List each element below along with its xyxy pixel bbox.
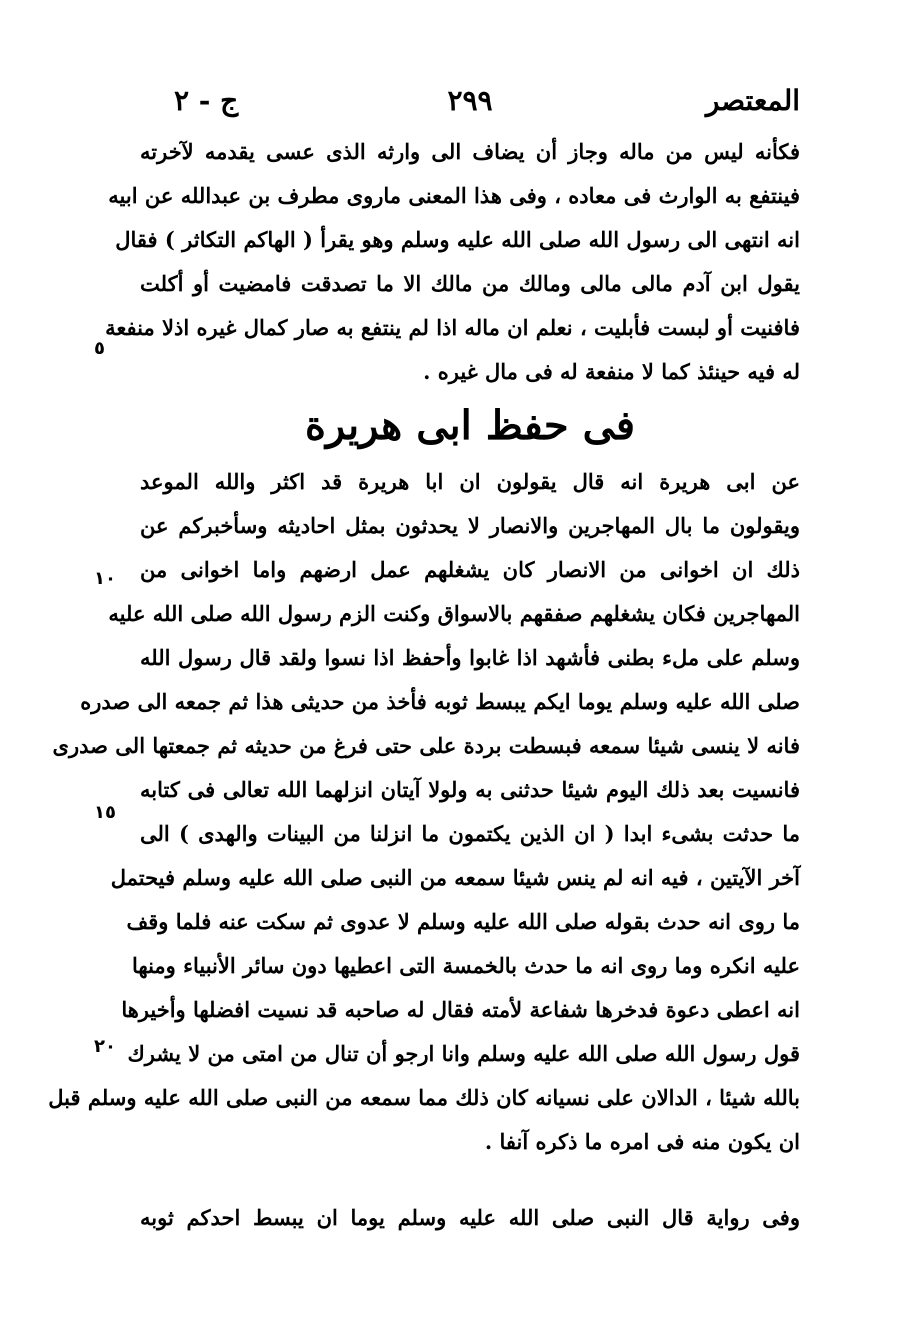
text-line: فافنيت أو لبست فأبليت ، نعلم ان ماله اذا لم ينتفع به صار كمال غيره اذلا منفعة (105, 315, 800, 340)
text-line: عليه انكره وما روى انه ما حدث بالخمسة التى اعطيها دون سائر الأنبياء ومنها (131, 953, 800, 978)
text-line: عن ابى هريرة انه قال يقولون ان ابا هريرة قد اكثر والله الموعد (140, 469, 800, 494)
text-line: فينتفع به الوارث فى معاده ، وفى هذا المعنى ماروى مطرف بن عبدالله عن ابيه (108, 183, 800, 208)
text-line: آخر الآيتين ، فيه انه لم ينس شيئا سمعه من النبى صلى الله عليه وسلم فيحتمل (110, 865, 800, 890)
text-line: ما روى انه حدث بقوله صلى الله عليه وسلم لا عدوى ثم سكت عنه فلما وقف (126, 909, 800, 934)
running-title: المعتصر (705, 84, 800, 117)
page-header (140, 84, 800, 124)
text-line: ما حدثت بشىء ابدا ( ان الذين يكتمون ما انزلنا من البينات والهدى ) الى (140, 821, 800, 846)
line-marker-5: ٥ (94, 338, 105, 359)
text-line: ذلك ان اخوانى من الانصار كان يشغلهم عمل ارضهم واما اخوانى من (140, 557, 800, 582)
text-line: وسلم على ملء بطنى فأشهد اذا غابوا وأحفظ اذا نسوا ولقد قال رسول الله (140, 645, 800, 670)
text-line: انه اعطى دعوة فدخرها شفاعة لأمته فقال له صاحبه قد نسيت افضلها وأخيرها (121, 997, 800, 1022)
text-line: فانه لا ينسى شيئا سمعه فبسطت بردة على حتى فرغ من حديثه ثم جمعتها الى صدرى (52, 733, 800, 758)
line-marker-10: ١٠ (94, 568, 116, 589)
text-line: وفى رواية قال النبى صلى الله عليه وسلم يوما ان يبسط احدكم ثوبه (140, 1205, 800, 1230)
text-line: يقول ابن آدم مالى مالى ومالك من مالك الا ما تصدقت فامضيت أو أكلت (140, 271, 800, 296)
text-line: فانسيت بعد ذلك اليوم شيئا حدثنى به ولولا آيتان انزلهما الله تعالى فى كتابه (140, 777, 800, 802)
text-line: قول رسول الله صلى الله عليه وسلم وانا ارجو أن تنال من امتى من لا يشرك (127, 1041, 800, 1066)
text-line: ان يكون منه فى امره ما ذكره آنفا . (484, 1129, 800, 1154)
text-line: بالله شيئا ، الدالان على نسيانه كان ذلك مما سمعه من النبى صلى الله عليه وسلم قبل (48, 1085, 800, 1110)
section-heading: فى حفظ ابى هريرة (304, 402, 636, 449)
page-number: ٢٩٩ (447, 84, 493, 117)
text-line: فكأنه ليس من ماله وجاز أن يضاف الى وارثه الذى عسى يقدمه لآخرته (140, 139, 800, 164)
text-line: انه انتهى الى رسول الله صلى الله عليه وسلم وهو يقرأ ( الهاكم التكاثر ) فقال (115, 227, 800, 252)
part-number: ج - ٢ (174, 84, 239, 117)
paragraph-1 (105, 130, 800, 394)
line-marker-15: ١٥ (94, 802, 116, 823)
text-line: ويقولون ما بال المهاجرين والانصار لا يحدثون بمثل احاديثه وسأخبركم عن (140, 513, 800, 538)
line-marker-20: ٢٠ (94, 1036, 116, 1057)
paragraph-3 (140, 1196, 800, 1240)
text-line: صلى الله عليه وسلم يوما ايكم يبسط ثوبه فأخذ من حديثى هذا ثم جمعه الى صدره (80, 689, 800, 714)
text-line: المهاجرين فكان يشغلهم صفقهم بالاسواق وكنت الزم رسول الله صلى الله عليه (108, 601, 800, 626)
text-line: له فيه حينئذ كما لا منفعة له فى مال غيره . (423, 359, 800, 384)
